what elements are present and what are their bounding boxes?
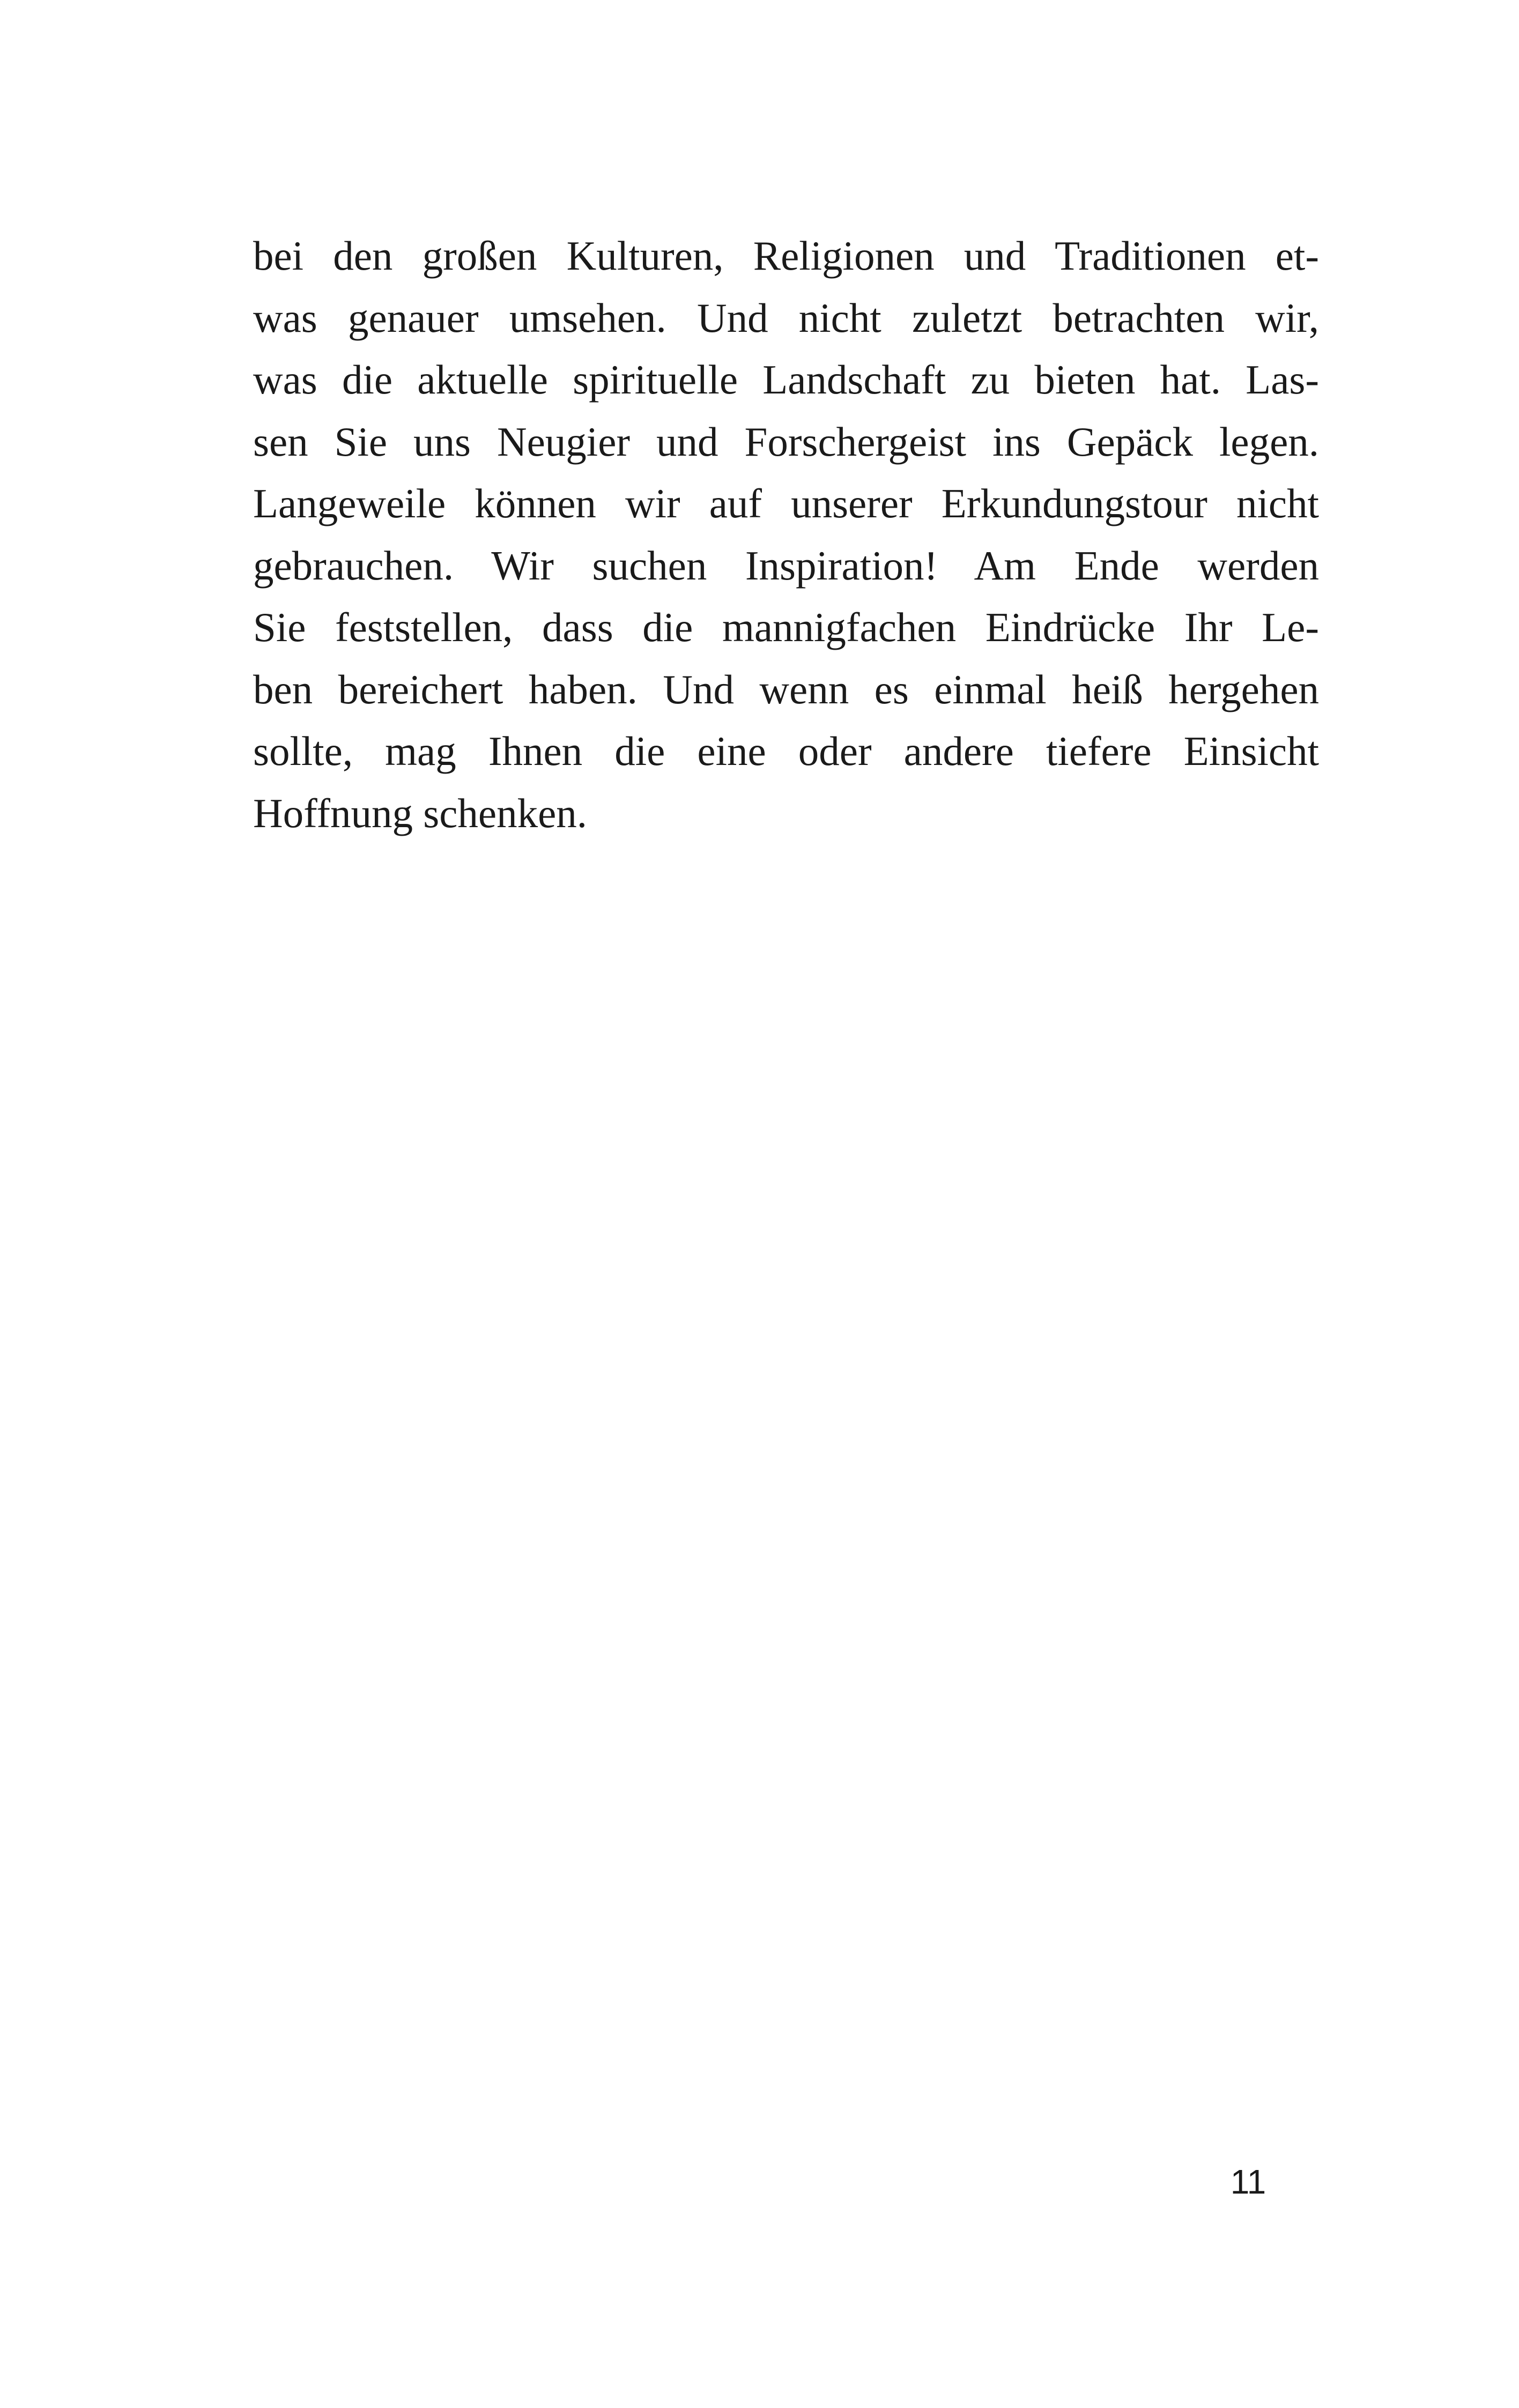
text-line: bei den großen Kulturen, Religionen und Traditionen et-	[253, 233, 1319, 279]
text-line: Langeweile können wir auf unserer Erkundungstour nicht	[253, 480, 1319, 526]
text-line: was genauer umsehen. Und nicht zuletzt betrachten wir,	[253, 294, 1319, 341]
text-line: gebrauchen. Wir suchen Inspiration! Am Ende werden	[253, 542, 1319, 589]
text-line: ben bereichert haben. Und wenn es einmal heiß hergehen	[253, 666, 1319, 712]
text-line: sen Sie uns Neugier und Forschergeist ins Gepäck legen.	[253, 418, 1319, 465]
body-paragraph	[253, 225, 1319, 844]
text-line: Sie feststellen, dass die mannigfachen Eindrücke Ihr Le-	[253, 604, 1319, 650]
text-line: Hoffnung schenken.	[253, 790, 587, 836]
text-line: sollte, mag Ihnen die eine oder andere tiefere Einsicht	[253, 728, 1319, 774]
page-number: 11	[1230, 2162, 1266, 2201]
text-line: was die aktuelle spirituelle Landschaft zu bieten hat. Las-	[253, 356, 1319, 403]
